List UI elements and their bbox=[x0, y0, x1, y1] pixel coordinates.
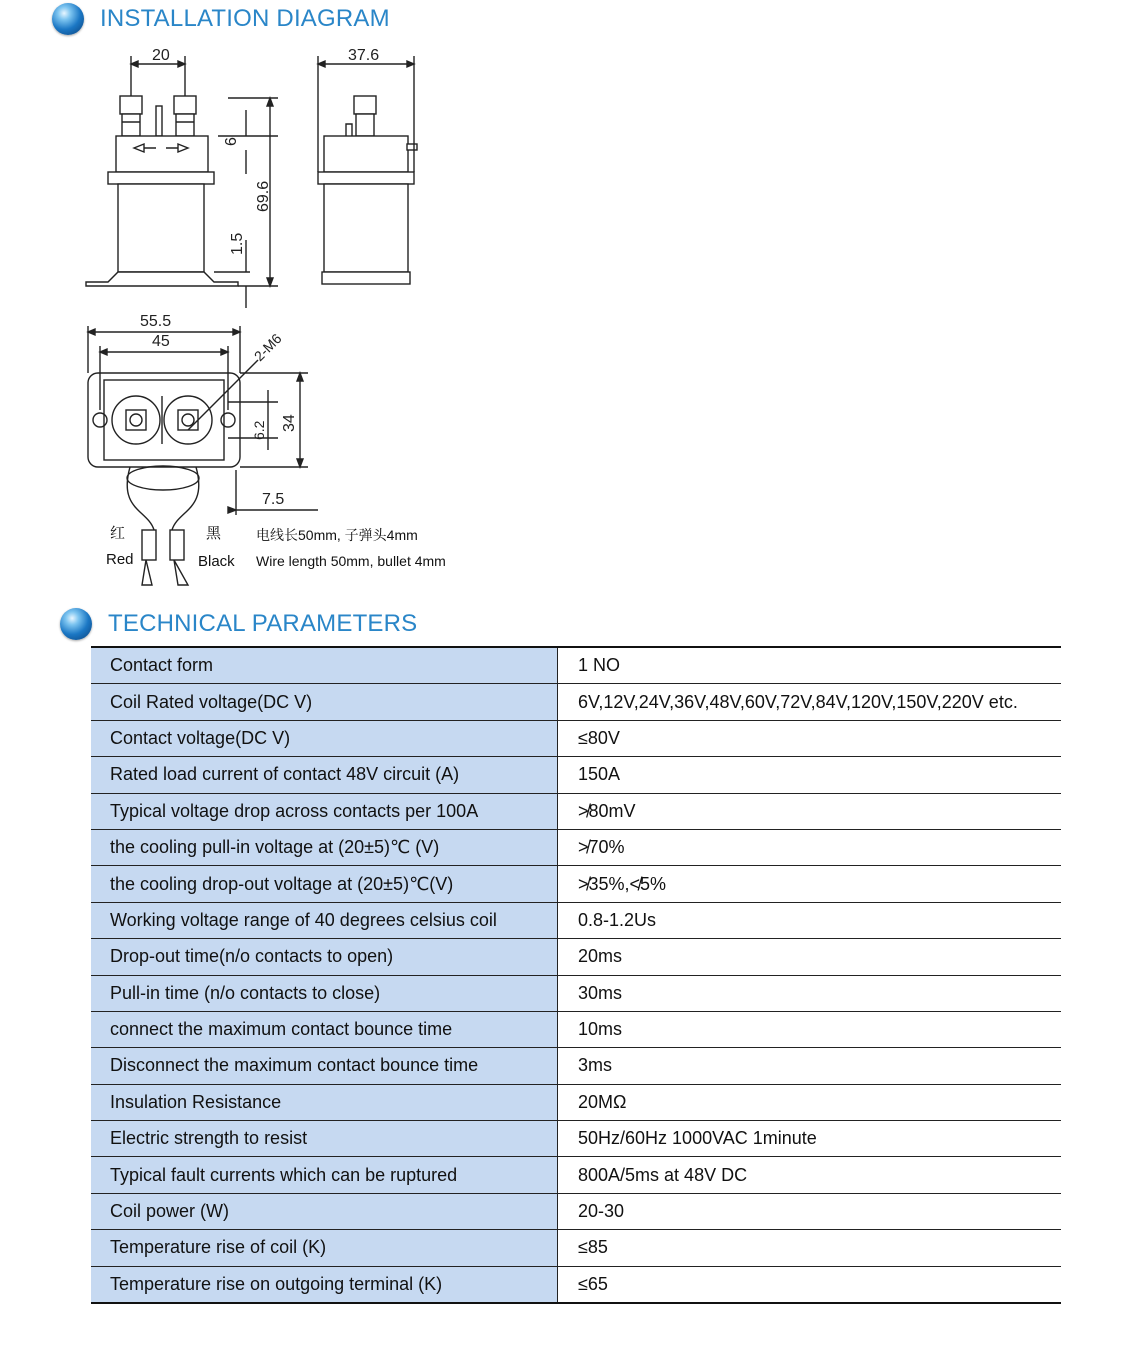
bottom-view bbox=[88, 326, 318, 585]
table-row bbox=[91, 1193, 1061, 1229]
parameter-value: 50Hz/60Hz 1000VAC 1minute bbox=[558, 1121, 1062, 1157]
table-row bbox=[91, 939, 1061, 975]
installation-heading bbox=[52, 3, 390, 35]
parameter-label: Temperature rise on outgoing terminal (K) bbox=[91, 1266, 558, 1303]
parameter-label: Coil power (W) bbox=[91, 1193, 558, 1229]
parameter-value: ≯35%,≮5% bbox=[558, 866, 1062, 902]
front-view bbox=[86, 56, 278, 308]
dim-bottom-inner: 45 bbox=[152, 333, 170, 350]
label-black-en: Black bbox=[198, 553, 235, 570]
parameter-label: Working voltage range of 40 degrees celsius coil bbox=[91, 902, 558, 938]
dim-base-thickness: 1.5 bbox=[229, 232, 246, 255]
table-row bbox=[91, 684, 1061, 720]
technical-heading bbox=[60, 608, 417, 640]
parameter-label: Electric strength to resist bbox=[91, 1121, 558, 1157]
table-row bbox=[91, 1048, 1061, 1084]
parameter-label: the cooling drop-out voltage at (20±5)℃(V) bbox=[91, 866, 558, 902]
dim-side-width: 37.6 bbox=[348, 47, 380, 64]
table-row bbox=[91, 1266, 1061, 1303]
dim-thread: 2-M6 bbox=[250, 330, 285, 365]
installation-diagram bbox=[78, 40, 458, 600]
parameter-label: Coil Rated voltage(DC V) bbox=[91, 684, 558, 720]
parameter-value: 150A bbox=[558, 757, 1062, 793]
table-row bbox=[91, 1084, 1061, 1120]
globe-bullet-icon bbox=[52, 3, 84, 35]
parameter-value: 1 NO bbox=[558, 647, 1062, 684]
parameter-value: 6V,12V,24V,36V,48V,60V,72V,84V,120V,150V,220V etc. bbox=[558, 684, 1062, 720]
table-row bbox=[91, 1011, 1061, 1047]
label-wire-cn: 电线长50mm, 子弹头4mm bbox=[256, 527, 418, 543]
parameter-label: Typical fault currents which can be ruptured bbox=[91, 1157, 558, 1193]
dim-body-depth: 34 bbox=[281, 414, 298, 432]
table-row bbox=[91, 793, 1061, 829]
technical-title: TECHNICAL PARAMETERS bbox=[108, 610, 418, 637]
parameter-value: ≤80V bbox=[558, 720, 1062, 756]
parameter-label: Contact voltage(DC V) bbox=[91, 720, 558, 756]
table-row bbox=[91, 866, 1061, 902]
label-wire-en: Wire length 50mm, bullet 4mm bbox=[256, 553, 446, 569]
table-row bbox=[91, 1157, 1061, 1193]
parameter-label: Insulation Resistance bbox=[91, 1084, 558, 1120]
dim-bottom-outer: 55.5 bbox=[140, 313, 172, 330]
parameter-label: the cooling pull-in voltage at (20±5)℃ (V) bbox=[91, 829, 558, 865]
parameter-label: Typical voltage drop across contacts per 100A bbox=[91, 793, 558, 829]
label-black-cn: 黑 bbox=[206, 525, 222, 542]
label-red-en: Red bbox=[106, 551, 134, 568]
table-row bbox=[91, 902, 1061, 938]
parameter-value: 20-30 bbox=[558, 1193, 1062, 1229]
parameter-label: Drop-out time(n/o contacts to open) bbox=[91, 939, 558, 975]
parameter-value: ≤65 bbox=[558, 1266, 1062, 1303]
dim-terminal-height: 6 bbox=[223, 137, 240, 146]
parameter-value: ≯80mV bbox=[558, 793, 1062, 829]
globe-bullet-icon bbox=[60, 608, 92, 640]
installation-title: INSTALLATION DIAGRAM bbox=[100, 5, 390, 32]
parameter-value: ≤85 bbox=[558, 1230, 1062, 1266]
parameter-value: 0.8-1.2Us bbox=[558, 902, 1062, 938]
parameter-value: 3ms bbox=[558, 1048, 1062, 1084]
table-row bbox=[91, 647, 1061, 684]
parameter-label: Contact form bbox=[91, 647, 558, 684]
table-row bbox=[91, 829, 1061, 865]
table-row bbox=[91, 1121, 1061, 1157]
parameter-label: connect the maximum contact bounce time bbox=[91, 1011, 558, 1047]
side-view bbox=[318, 56, 417, 284]
dim-total-height: 69.6 bbox=[255, 180, 272, 212]
dim-wire-offset: 7.5 bbox=[262, 491, 285, 508]
table-row bbox=[91, 975, 1061, 1011]
parameter-label: Temperature rise of coil (K) bbox=[91, 1230, 558, 1266]
parameter-value: 20ms bbox=[558, 939, 1062, 975]
dim-front-width: 20 bbox=[152, 47, 170, 64]
table-row bbox=[91, 757, 1061, 793]
dim-hole-center: 6.2 bbox=[251, 420, 267, 440]
parameter-value: 20MΩ bbox=[558, 1084, 1062, 1120]
table-row bbox=[91, 1230, 1061, 1266]
parameter-label: Pull-in time (n/o contacts to close) bbox=[91, 975, 558, 1011]
parameter-value: 10ms bbox=[558, 1011, 1062, 1047]
table-row bbox=[91, 720, 1061, 756]
parameter-label: Rated load current of contact 48V circuit (A) bbox=[91, 757, 558, 793]
parameter-value: 30ms bbox=[558, 975, 1062, 1011]
parameter-value: 800A/5ms at 48V DC bbox=[558, 1157, 1062, 1193]
parameters-table bbox=[91, 646, 1061, 1304]
parameter-label: Disconnect the maximum contact bounce time bbox=[91, 1048, 558, 1084]
parameter-value: ≯70% bbox=[558, 829, 1062, 865]
label-red-cn: 红 bbox=[110, 525, 126, 542]
